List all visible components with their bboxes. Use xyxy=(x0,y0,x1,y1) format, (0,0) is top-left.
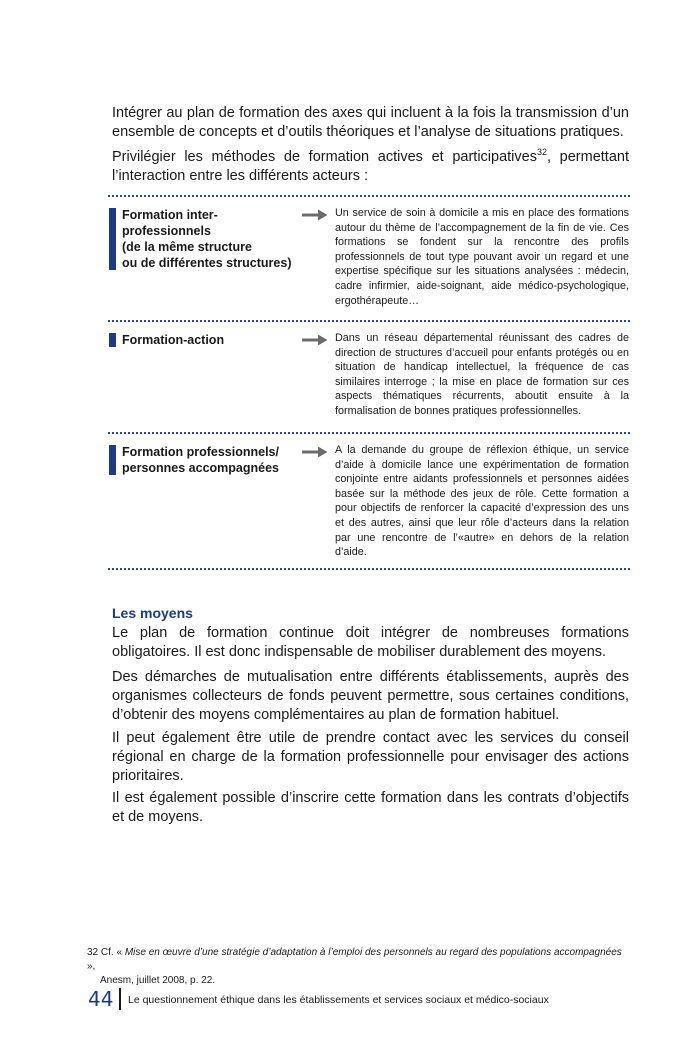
row-description-professionnels-personnes: A la demande du groupe de réflexion éthique, un service d’aide à domicile lance une expérimentation de formation conjointe entre aidants professionnels et personnes aidées basée sur la méthode des jeux de rôle. Cette formation a pour objectifs de renforcer la capacité d’expression des uns et des autres, ainsi que leur rôle d’acteurs dans la relation par une rencontre de l’«autre» en dehors de la relation d’aide. xyxy=(335,444,629,559)
footnote-prefix: Cf. « xyxy=(100,947,123,958)
row-label-line: Formation inter- xyxy=(122,208,218,222)
footnote-reference: 32 xyxy=(536,147,547,158)
arrow-right-icon xyxy=(302,334,328,346)
dotted-divider xyxy=(108,432,630,434)
row-marker-bar xyxy=(109,333,116,347)
row-label-line: ou de différentes structures) xyxy=(122,256,292,270)
page-number: 44 xyxy=(88,987,114,1011)
footnote-number: 32 xyxy=(87,947,99,958)
row-label-line: personnes accompagnées xyxy=(122,461,280,475)
intro-paragraph-2 xyxy=(112,148,629,186)
dotted-divider xyxy=(108,195,630,197)
arrow-right-icon xyxy=(302,446,328,458)
row-marker-bar xyxy=(109,445,116,475)
row-marker-bar xyxy=(109,208,116,270)
row-description-inter-professionnels: Un service de soin à domicile a mis en place des formations autour du thème de l’accompagnement de la fin de vie. Ces formations se fondent sur la rencontre des profils professionnels de tout type pouvant avoir un regard et une expertise spécifique sur les situations analysées : médecin, cadre infirmier, aide-soignant, aide médico-psychologique, ergothérapeute… xyxy=(335,207,629,307)
row-label-professionnels-personnes xyxy=(122,444,302,476)
footnote-suffix: », xyxy=(87,961,96,972)
row-label-formation-action xyxy=(122,332,302,348)
moyens-paragraph-2: Des démarches de mutualisation entre différents établissements, auprès des organismes collecteurs de fonds peuvent permettre, sous certaines conditions, d’obtenir des moyens complémentaires au plan de formation habituel. xyxy=(112,669,629,723)
arrow-right-icon xyxy=(302,209,328,221)
footnote xyxy=(87,946,632,988)
footnote-title: Mise en œuvre d’une stratégie d’adaptation à l’emploi des personnels au regard des populations accompagnées xyxy=(124,947,622,958)
dotted-divider xyxy=(108,568,630,570)
row-label-line: (de la même structure xyxy=(122,240,252,254)
row-label-inter-professionnels xyxy=(122,207,302,271)
footnote-source: Anesm, juillet 2008, p. 22. xyxy=(100,975,216,986)
dotted-divider xyxy=(108,320,630,322)
moyens-paragraph-3: Il peut également être utile de prendre contact avec les services du conseil régional en charge de la formation professionnelle pour envisager des actions prioritaires. xyxy=(112,730,629,784)
intro-paragraph-1: Intégrer au plan de formation des axes qui incluent à la fois la transmission d’un ensemble de concepts et d’outils théoriques et l’analyse de situations pratiques. xyxy=(112,105,629,140)
row-label-line: professionnels xyxy=(122,224,211,238)
moyens-paragraph-1: Le plan de formation continue doit intégrer de nombreuses formations obligatoires. Il est donc indispensable de mobiliser durablement des moyens. xyxy=(112,625,629,660)
row-description-formation-action: Dans un réseau départemental réunissant des cadres de direction de structures d’accueil pour enfants protégés ou en situation de handicap intellectuel, la fréquence de cas similaires interroge ; la mise en place de formation sur ces aspects thématiques récurrents, aboutit ensuite à la formalisation de bonnes pratiques professionnelles. xyxy=(335,332,629,417)
section-heading-moyens: Les moyens xyxy=(112,605,193,621)
moyens-paragraph-4: Il est également possible d’inscrire cette formation dans les contrats d’objectifs et de moyens. xyxy=(112,790,629,825)
running-title: Le questionnement éthique dans les établissements et services sociaux et médico-sociaux xyxy=(128,994,549,1006)
row-label-line: Formation-action xyxy=(122,333,225,347)
row-label-line: Formation professionnels/ xyxy=(122,445,279,459)
intro-paragraph-2-text: Privilégier les méthodes de formation actives et participatives xyxy=(112,149,537,165)
intro-paragraph-2-tail: , permettant l’interaction entre les différents acteurs : xyxy=(112,149,629,184)
footer-separator xyxy=(119,988,121,1010)
